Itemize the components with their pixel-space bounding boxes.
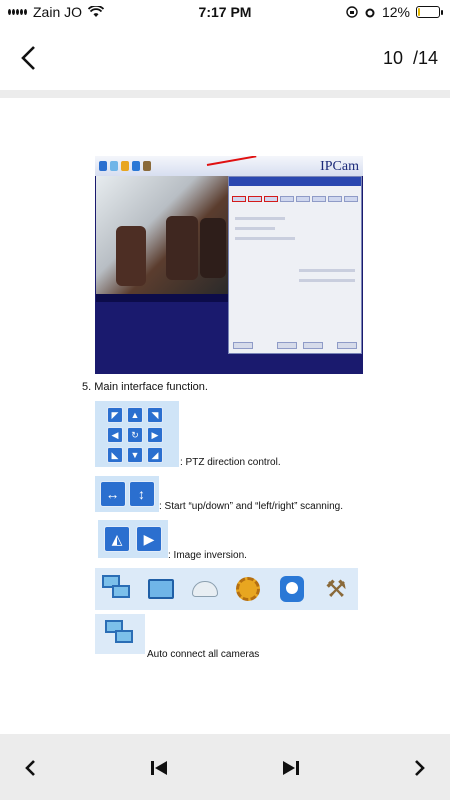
viewer-header — [0, 24, 450, 90]
auto-connect-image — [95, 614, 145, 654]
bottom-nav — [0, 734, 450, 800]
auto-connect-label: Auto connect all cameras — [147, 649, 260, 660]
ptz-control-image — [95, 401, 179, 467]
first-page-button[interactable] — [147, 756, 171, 780]
skip-first-icon — [149, 759, 169, 777]
prev-page-button[interactable] — [18, 756, 42, 780]
ptz-direction-icon-5: ▶ — [147, 427, 163, 443]
multi-monitor-icon — [101, 573, 133, 605]
document-page — [0, 98, 450, 734]
settings-dialog-image — [228, 176, 362, 354]
battery-icon — [416, 6, 440, 18]
scan-control-image — [95, 476, 159, 512]
camera-feed-bar — [96, 294, 229, 302]
carrier-label: Zain JO — [33, 4, 83, 20]
main-toolbar-image — [95, 568, 358, 610]
alarm-icon — [364, 6, 376, 18]
ipcam-logo: IPCam — [320, 159, 359, 174]
page-current: 10 — [382, 48, 403, 68]
back-button[interactable] — [14, 42, 42, 74]
status-right — [346, 4, 440, 20]
status-time: 7:17 PM — [198, 4, 252, 20]
ipcam-screenshot — [95, 156, 363, 374]
scan-label: : Start “up/down” and “left/right” scanning. — [159, 501, 343, 512]
flip-horizontal-icon: ◭ — [104, 526, 130, 552]
skip-last-icon — [281, 759, 301, 777]
chevron-left-icon — [24, 759, 36, 777]
ptz-label: : PTZ direction control. — [180, 457, 281, 468]
ptz-direction-icon-7: ▼ — [127, 447, 143, 463]
auto-connect-icon — [105, 620, 135, 648]
header-divider — [0, 90, 450, 98]
page-total: /14 — [412, 48, 438, 68]
last-page-button[interactable] — [279, 756, 303, 780]
inversion-control-image — [98, 520, 168, 558]
ptz-direction-icon-3: ◀ — [107, 427, 123, 443]
inversion-label: : Image inversion. — [168, 550, 247, 561]
chevron-left-icon — [20, 45, 36, 71]
monitor-icon — [145, 573, 177, 605]
ptz-direction-icon-6: ◣ — [107, 447, 123, 463]
flip-vertical-icon: ▶ — [136, 526, 162, 552]
dome-camera-icon — [189, 573, 221, 605]
camera-search-icon — [276, 573, 308, 605]
tools-icon: ⚒ — [325, 575, 347, 603]
ptz-direction-icon-2: ◥ — [147, 407, 163, 423]
battery-percent: 12% — [381, 4, 410, 20]
status-bar — [0, 0, 450, 24]
chevron-right-icon — [414, 759, 426, 777]
ptz-direction-icon-1: ▲ — [127, 407, 143, 423]
rotation-lock-icon — [346, 6, 358, 18]
section-caption: 5. Main interface function. — [82, 381, 208, 393]
ptz-direction-icon-4: ↻ — [127, 427, 143, 443]
scan-horizontal-icon: ↔ — [100, 481, 126, 507]
settings-icon — [232, 573, 264, 605]
camera-feed-image — [96, 176, 229, 294]
ptz-direction-icon-0: ◤ — [107, 407, 123, 423]
ptz-direction-icon-8: ◢ — [147, 447, 163, 463]
page-counter — [383, 48, 438, 69]
next-page-button[interactable] — [408, 756, 432, 780]
scan-vertical-icon: ↕ — [129, 481, 155, 507]
